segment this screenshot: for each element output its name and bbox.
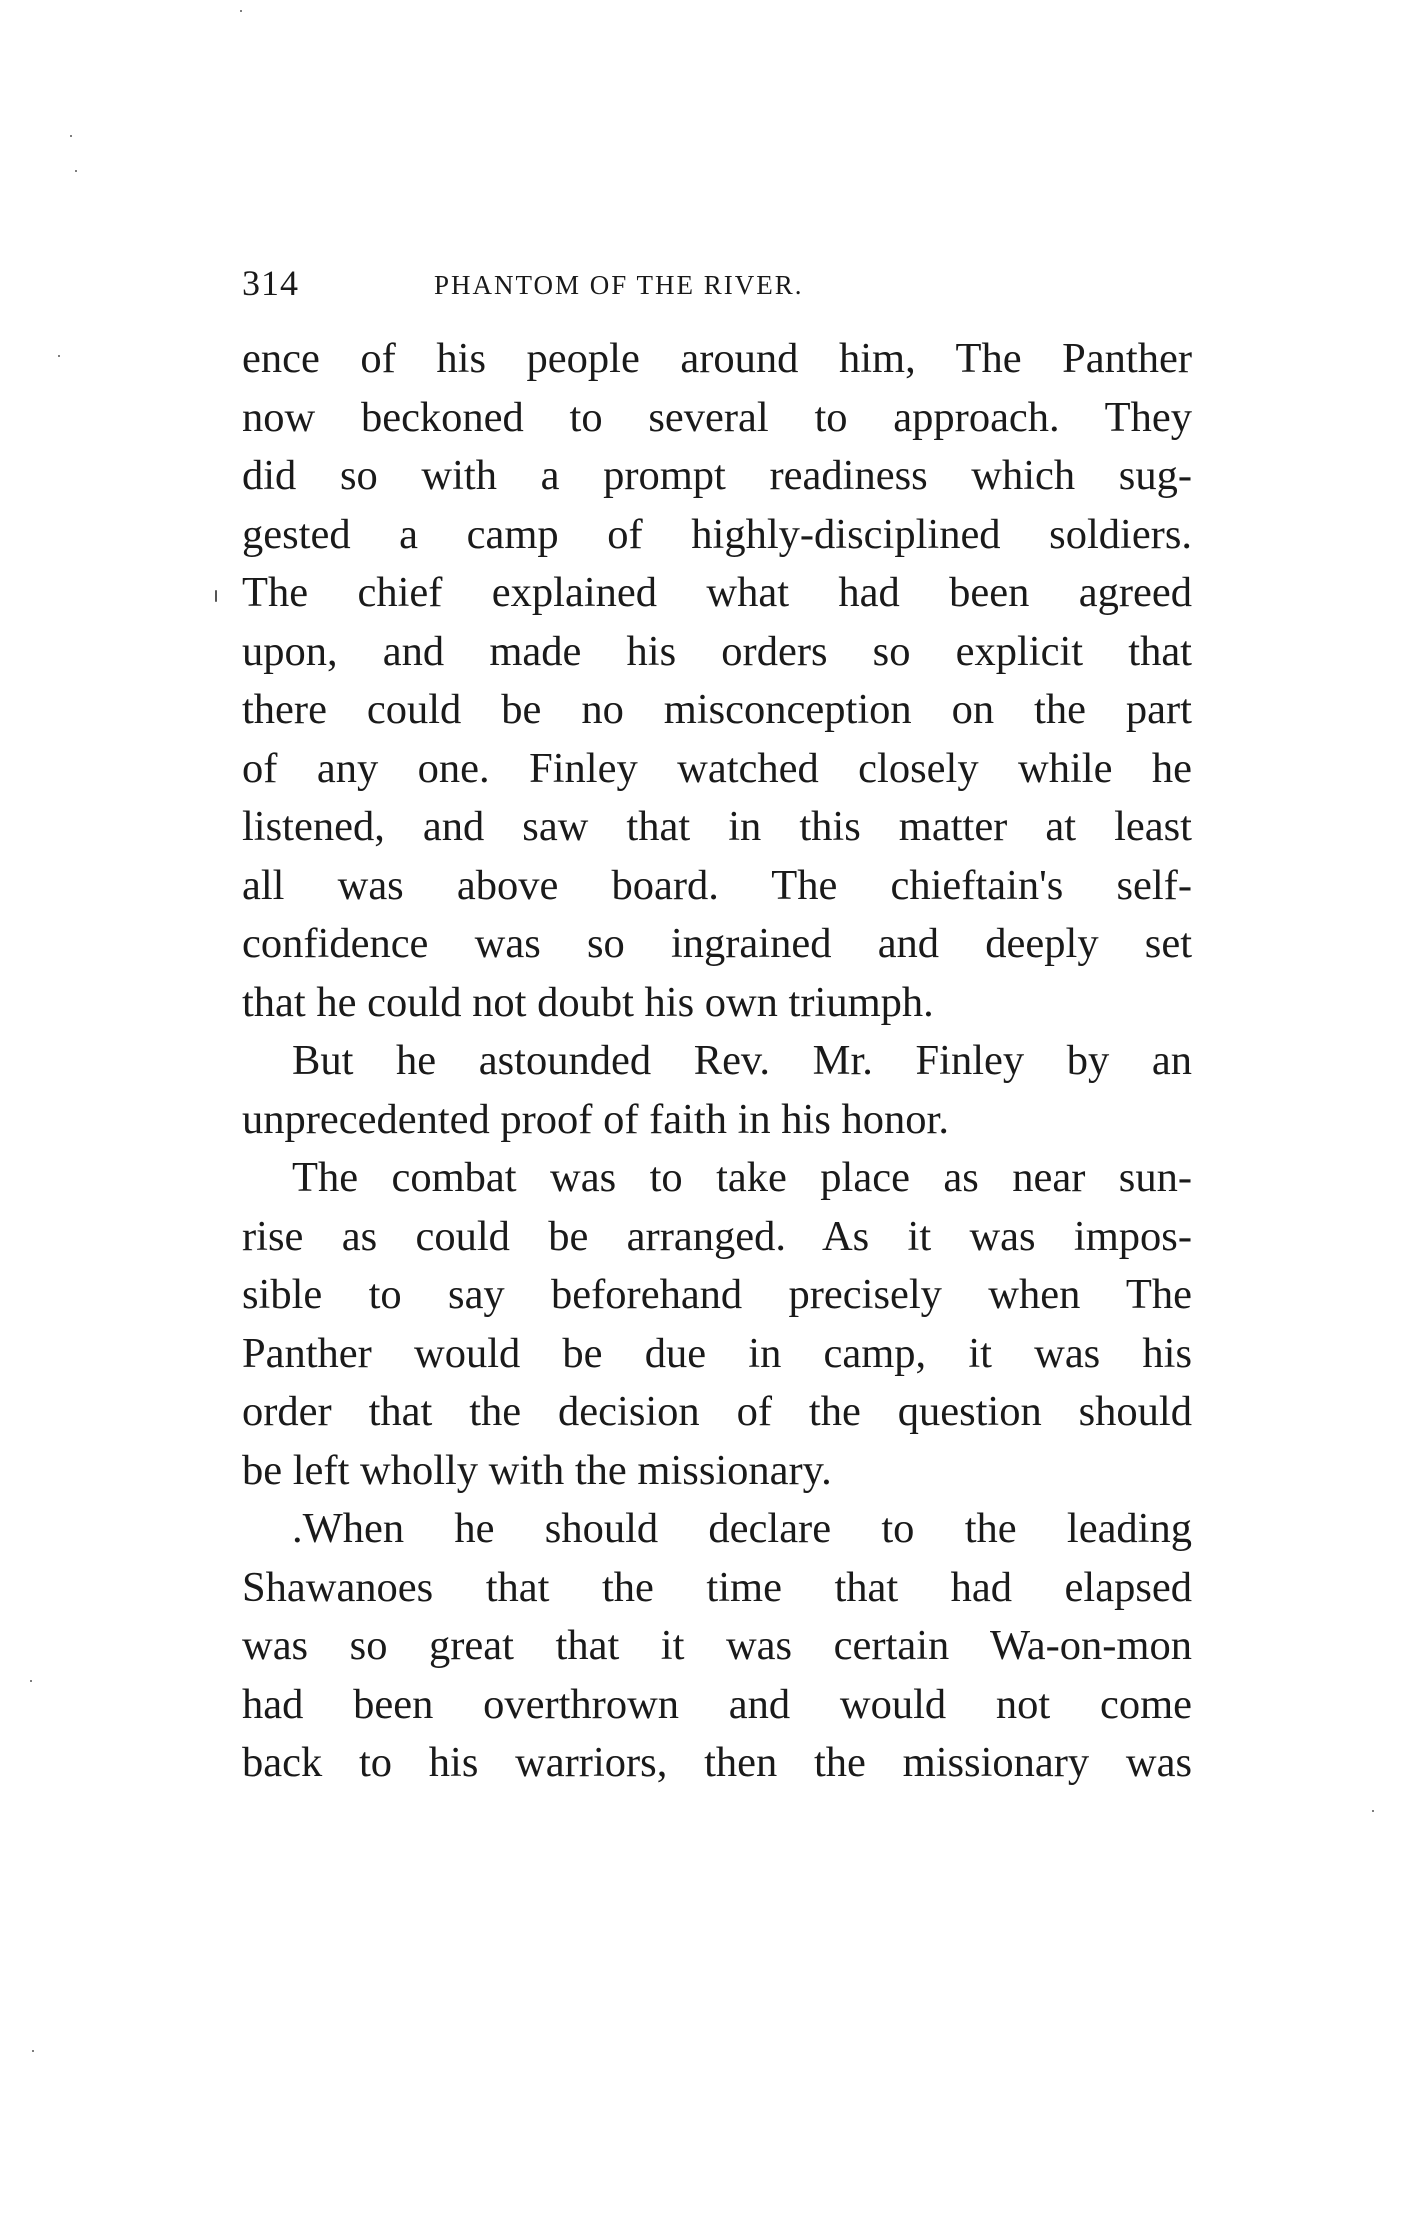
- page-number: 314: [242, 263, 299, 303]
- paper-speck: [70, 135, 72, 137]
- paper-speck: [30, 1680, 32, 1682]
- text-line: sible to say beforehand precisely when The: [242, 1271, 1192, 1318]
- text-line: there could be no misconception on the part: [242, 686, 1192, 733]
- paper-speck: [75, 170, 77, 172]
- text-line: ence of his people around him, The Panther: [242, 335, 1192, 382]
- paper-speck: [58, 355, 60, 357]
- text-line: listened, and saw that in this matter at least: [242, 803, 1192, 850]
- paper-speck: [32, 2050, 34, 2052]
- text-line: be left wholly with the missionary.: [242, 1446, 832, 1494]
- text-line: rise as could be arranged. As it was impos-: [242, 1212, 1192, 1260]
- text-line: confidence was so ingrained and deeply set: [242, 920, 1192, 967]
- body-text: [242, 330, 1192, 1793]
- text-line: back to his warriors, then the missionary was: [242, 1739, 1192, 1786]
- text-line: The combat was to take place as near sun-: [292, 1154, 1192, 1201]
- text-line: did so with a prompt readiness which sug-: [242, 452, 1192, 499]
- text-line: gested a camp of highly-disciplined soldiers.: [242, 510, 1192, 558]
- text-line: of any one. Finley watched closely while he: [242, 744, 1192, 792]
- text-line: Shawanoes that the time that had elapsed: [242, 1563, 1192, 1611]
- text-line: order that the decision of the question should: [242, 1388, 1192, 1435]
- text-line: had been overthrown and would not come: [242, 1680, 1192, 1728]
- text-line: The chief explained what had been agreed: [242, 569, 1192, 616]
- text-line: But he astounded Rev. Mr. Finley by an: [292, 1037, 1192, 1084]
- running-head: [242, 262, 1192, 312]
- text-line: upon, and made his orders so explicit that: [242, 627, 1192, 675]
- paper-speck: [215, 590, 217, 602]
- text-line: unprecedented proof of faith in his honor.: [242, 1095, 949, 1143]
- text-line: that he could not doubt his own triumph.: [242, 978, 934, 1026]
- text-line: now beckoned to several to approach. They: [242, 393, 1192, 441]
- paper-speck: [1372, 1810, 1374, 1812]
- running-title: PHANTOM OF THE RIVER.: [434, 270, 804, 300]
- text-line: all was above board. The chieftain's self-: [242, 861, 1192, 909]
- text-line: Panther would be due in camp, it was his: [242, 1329, 1192, 1377]
- text-line: was so great that it was certain Wa-on-mon: [242, 1622, 1192, 1669]
- paper-speck: [240, 10, 242, 12]
- text-line: .When he should declare to the leading: [292, 1505, 1192, 1552]
